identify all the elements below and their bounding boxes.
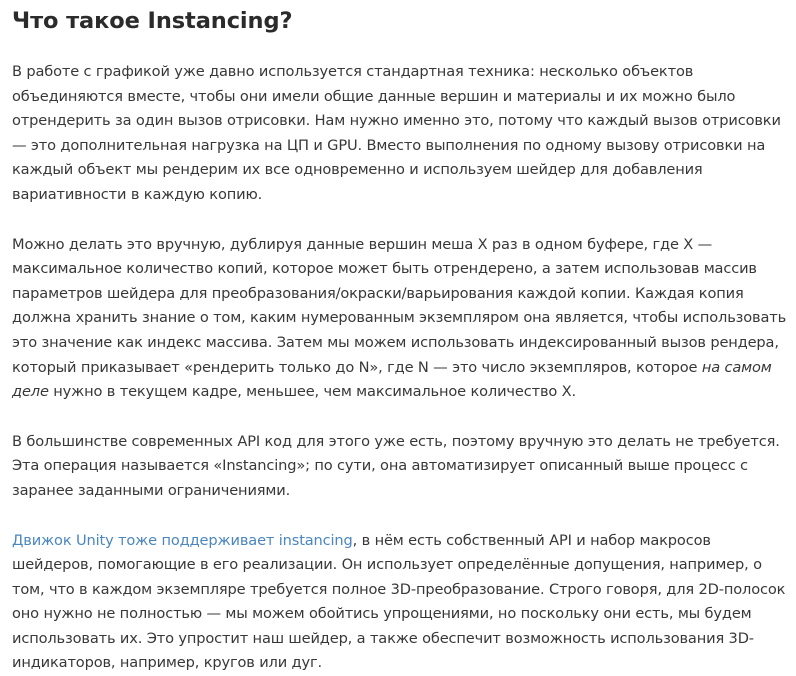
paragraph-manual-instancing	[12, 233, 790, 405]
paragraph-text: нужно в текущем кадре, меньшее, чем максимальное количество X.	[49, 383, 576, 400]
paragraph-unity-instancing	[12, 529, 790, 676]
unity-instancing-link[interactable]: Движок Unity тоже поддерживает instancing	[12, 532, 353, 549]
paragraph-text: , в нём есть собственный API и набор макросов шейдеров, помогающие в его реализации. Он использует определённые допущения, например, о том, что в каждом экземпляре требуется полное 3D-преобразование. Строго говоря, для 2D-полосок оно нужно не полностью — мы можем обойтись упрощениями, но поскольку они есть, мы будем использовать их. Это упростит наш шейдер, а также обеспечит возможность использования 3D-индикаторов, например, кругов или дуг.	[12, 532, 785, 672]
paragraph-text: Можно делать это вручную, дублируя данные вершин меша X раз в одном буфере, где X — максимальное количество копий, которое может быть отрендерено, а затем использовав массив параметров шейдера для преобразования/окраски/варьирования каждой копии. Каждая копия должна хранить знание о том, каким нумерованным экземпляром она является, чтобы использовать это значение как индекс массива. Затем мы можем использовать индексированный вызов рендера, который приказывает «рендерить только до N», где N — это число экземпляров, которое	[12, 236, 786, 376]
paragraph-batching: В работе с графикой уже давно используется стандартная техника: несколько объектов объединяются вместе, чтобы они имели общие данные вершин и материалы и их можно было отрендерить за один вызов отрисовки. Нам нужно именно это, потому что каждый вызов отрисовки — это дополнительная нагрузка на ЦП и GPU. Вместо выполнения по одному вызову отрисовки на каждый объект мы рендерим их все одновременно и используем шейдер для добавления вариативности в каждую копию.	[12, 60, 790, 208]
paragraph-api-instancing: В большинстве современных API код для этого уже есть, поэтому вручную это делать не требуется. Эта операция называется «Instancing»; по сути, она автоматизирует описанный выше процесс с заранее заданными ограничениями.	[12, 430, 790, 504]
article-title: Что такое Instancing?	[12, 6, 790, 36]
emphasis-text: на самом деле	[12, 359, 772, 401]
